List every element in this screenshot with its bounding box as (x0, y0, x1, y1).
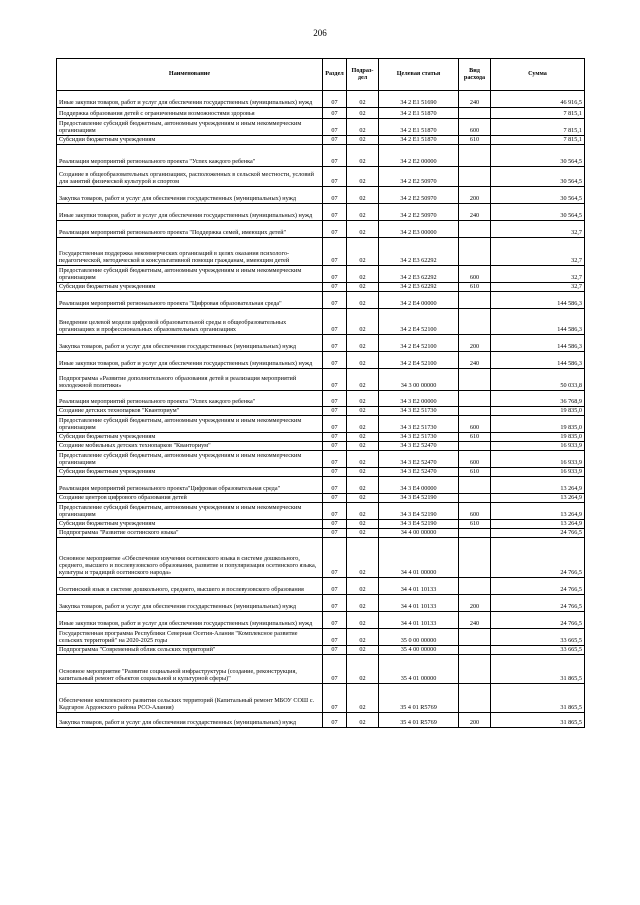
cell-subsection: 02 (347, 655, 379, 684)
cell-target: 34 2 Е2 50970 (379, 204, 459, 221)
cell-section: 07 (323, 283, 347, 292)
cell-subsection: 02 (347, 520, 379, 529)
table-row (57, 503, 585, 520)
cell-expense-type (459, 309, 491, 335)
cell-target: 35 0 00 00000 (379, 629, 459, 646)
cell-subsection: 02 (347, 612, 379, 629)
cell-subsection: 02 (347, 477, 379, 494)
cell-section: 07 (323, 477, 347, 494)
cell-target: 34 2 Е4 00000 (379, 292, 459, 309)
cell-subsection: 02 (347, 108, 379, 119)
table-row (57, 283, 585, 292)
cell-expense-type (459, 145, 491, 167)
cell-expense-type: 240 (459, 91, 491, 108)
cell-expense-type: 610 (459, 433, 491, 442)
cell-target: 34 4 01 10133 (379, 578, 459, 595)
cell-section: 07 (323, 391, 347, 407)
cell-section: 07 (323, 684, 347, 713)
cell-subsection: 02 (347, 266, 379, 283)
cell-target: 34 3 Е2 52470 (379, 451, 459, 468)
cell-amount: 50 033,8 (491, 369, 585, 391)
cell-name: Создание мобильных детских технопарков "Кванториум" (57, 442, 323, 451)
cell-name: Создание центров цифрового образования детей (57, 494, 323, 503)
table-row (57, 684, 585, 713)
cell-amount: 24 766,5 (491, 595, 585, 612)
cell-amount: 16 933,9 (491, 451, 585, 468)
table-row (57, 145, 585, 167)
cell-amount: 46 916,5 (491, 91, 585, 108)
cell-amount: 144 586,3 (491, 335, 585, 352)
table-row (57, 494, 585, 503)
cell-expense-type: 600 (459, 416, 491, 433)
header-subsection: Подраз-дел (347, 59, 379, 91)
cell-expense-type (459, 629, 491, 646)
cell-section: 07 (323, 503, 347, 520)
cell-expense-type (459, 369, 491, 391)
budget-table (56, 58, 585, 728)
cell-amount: 30 564,5 (491, 187, 585, 204)
table-row (57, 451, 585, 468)
cell-target: 34 2 Е1 51870 (379, 136, 459, 145)
cell-name: Государственная программа Республики Северная Осетия-Алания "Комплексное развитие сельских территорий" на 2020-2025 годы (57, 629, 323, 646)
cell-amount: 31 865,5 (491, 655, 585, 684)
table-row (57, 204, 585, 221)
cell-name: Подпрограмма "Современный облик сельских территорий" (57, 646, 323, 655)
cell-name: Реализация мероприятий регионального проекта "Успех каждого ребенка" (57, 145, 323, 167)
cell-expense-type (459, 167, 491, 187)
cell-subsection: 02 (347, 136, 379, 145)
table-row (57, 578, 585, 595)
cell-name: Создание в общеобразовательных организациях, расположенных в сельской местности, условий для занятий физической культурой и спортом (57, 167, 323, 187)
cell-amount: 144 586,3 (491, 309, 585, 335)
cell-section: 07 (323, 713, 347, 728)
cell-target: 34 3 Е2 51730 (379, 433, 459, 442)
cell-subsection: 02 (347, 352, 379, 369)
cell-amount: 16 933,9 (491, 442, 585, 451)
cell-target: 34 3 00 00000 (379, 369, 459, 391)
cell-expense-type (459, 477, 491, 494)
cell-target: 34 2 Е4 52100 (379, 335, 459, 352)
cell-subsection: 02 (347, 451, 379, 468)
cell-target: 35 4 01 R5769 (379, 713, 459, 728)
cell-name: Предоставление субсидий бюджетным, автономным учреждениям и иным некоммерческим организациям (57, 503, 323, 520)
cell-name: Иные закупки товаров, работ и услуг для обеспечения государственных (муниципальных) нужд (57, 91, 323, 108)
cell-target: 34 4 01 10133 (379, 595, 459, 612)
header-section: Раздел (323, 59, 347, 91)
cell-name: Реализация мероприятий регионального проекта "Цифровая образовательная среда" (57, 292, 323, 309)
cell-section: 07 (323, 407, 347, 416)
cell-amount: 32,7 (491, 221, 585, 238)
cell-section: 07 (323, 136, 347, 145)
cell-name: Иные закупки товаров, работ и услуг для обеспечения государственных (муниципальных) нужд (57, 352, 323, 369)
cell-amount: 33 665,5 (491, 629, 585, 646)
cell-name: Предоставление субсидий бюджетным, автономным учреждениям и иным некоммерческим организациям (57, 451, 323, 468)
cell-expense-type: 610 (459, 136, 491, 145)
cell-target: 34 2 Е4 52100 (379, 309, 459, 335)
cell-name: Реализация мероприятий регионального проекта"Цифровая образовательная среда" (57, 477, 323, 494)
cell-name: Поддержка образования детей с ограниченными возможностями здоровья (57, 108, 323, 119)
cell-subsection: 02 (347, 335, 379, 352)
cell-amount: 24 766,5 (491, 612, 585, 629)
cell-section: 07 (323, 595, 347, 612)
cell-amount: 13 264,9 (491, 494, 585, 503)
cell-subsection: 02 (347, 433, 379, 442)
cell-section: 07 (323, 91, 347, 108)
cell-expense-type: 610 (459, 520, 491, 529)
cell-expense-type (459, 108, 491, 119)
cell-name: Субсидии бюджетным учреждениям (57, 433, 323, 442)
cell-subsection: 02 (347, 91, 379, 108)
cell-section: 07 (323, 655, 347, 684)
cell-target: 34 4 01 00000 (379, 538, 459, 578)
cell-target: 34 2 Е1 51690 (379, 91, 459, 108)
table-row (57, 309, 585, 335)
cell-expense-type (459, 578, 491, 595)
cell-expense-type (459, 391, 491, 407)
cell-target: 34 3 Е2 52470 (379, 468, 459, 477)
cell-amount: 32,7 (491, 283, 585, 292)
cell-subsection: 02 (347, 407, 379, 416)
cell-section: 07 (323, 442, 347, 451)
cell-expense-type (459, 538, 491, 578)
cell-name: Осетинский язык в системе дошкольного, среднего, высшего и послевузовского образования (57, 578, 323, 595)
table-row (57, 119, 585, 136)
cell-amount: 24 766,5 (491, 529, 585, 538)
table-row (57, 416, 585, 433)
cell-expense-type: 600 (459, 119, 491, 136)
cell-target: 34 2 Е3 62292 (379, 238, 459, 266)
cell-amount: 32,7 (491, 266, 585, 283)
cell-name: Субсидии бюджетным учреждениям (57, 283, 323, 292)
cell-expense-type: 200 (459, 595, 491, 612)
cell-amount: 30 564,5 (491, 204, 585, 221)
table-row (57, 187, 585, 204)
cell-subsection: 02 (347, 221, 379, 238)
cell-target: 35 4 01 R5769 (379, 684, 459, 713)
cell-name: Субсидии бюджетным учреждениям (57, 136, 323, 145)
cell-subsection: 02 (347, 283, 379, 292)
cell-section: 07 (323, 119, 347, 136)
cell-expense-type (459, 238, 491, 266)
cell-subsection: 02 (347, 713, 379, 728)
table-row (57, 108, 585, 119)
cell-target: 34 3 Е2 00000 (379, 391, 459, 407)
cell-section: 07 (323, 629, 347, 646)
cell-section: 07 (323, 352, 347, 369)
cell-subsection: 02 (347, 595, 379, 612)
cell-subsection: 02 (347, 119, 379, 136)
cell-section: 07 (323, 451, 347, 468)
cell-expense-type (459, 646, 491, 655)
cell-section: 07 (323, 187, 347, 204)
cell-subsection: 02 (347, 578, 379, 595)
table-row (57, 407, 585, 416)
cell-section: 07 (323, 433, 347, 442)
cell-section: 07 (323, 309, 347, 335)
cell-name: Обеспечение комплексного развития сельских территорий (Капитальный ремонт МБОУ СОШ с. Кадгарон Ардонского района РСО-Алания) (57, 684, 323, 713)
cell-expense-type: 610 (459, 468, 491, 477)
cell-subsection: 02 (347, 187, 379, 204)
cell-section: 07 (323, 578, 347, 595)
cell-expense-type: 600 (459, 451, 491, 468)
table-row (57, 477, 585, 494)
cell-target: 34 2 Е3 62292 (379, 266, 459, 283)
cell-section: 07 (323, 221, 347, 238)
cell-subsection: 02 (347, 292, 379, 309)
cell-subsection: 02 (347, 145, 379, 167)
cell-amount: 7 815,1 (491, 119, 585, 136)
cell-name: Подпрограмма «Развитие дополнительного образования детей и реализация мероприятий молодежной политики» (57, 369, 323, 391)
cell-target: 34 2 Е1 51870 (379, 108, 459, 119)
cell-expense-type (459, 221, 491, 238)
table-row (57, 468, 585, 477)
table-row (57, 529, 585, 538)
cell-name: Реализация мероприятий регионального проекта "Поддержка семей, имеющих детей" (57, 221, 323, 238)
cell-expense-type: 610 (459, 283, 491, 292)
cell-amount: 7 815,1 (491, 108, 585, 119)
table-row (57, 369, 585, 391)
cell-name: Субсидии бюджетным учреждениям (57, 520, 323, 529)
cell-subsection: 02 (347, 629, 379, 646)
cell-name: Закупка товаров, работ и услуг для обеспечения государственных (муниципальных) нужд (57, 335, 323, 352)
cell-subsection: 02 (347, 167, 379, 187)
table-row (57, 391, 585, 407)
cell-section: 07 (323, 167, 347, 187)
cell-amount: 31 865,5 (491, 713, 585, 728)
cell-name: Иные закупки товаров, работ и услуг для обеспечения государственных (муниципальных) нужд (57, 612, 323, 629)
cell-name: Подпрограмма "Развитие осетинского языка" (57, 529, 323, 538)
table-row (57, 221, 585, 238)
cell-name: Основное мероприятие «Обеспечение изучения осетинского языка в системе дошкольного, среднего, высшего и послевузовского образования, развитие и популяризация осетинского языка, культуры и традиций осетинского народа» (57, 538, 323, 578)
table-row (57, 595, 585, 612)
cell-target: 34 2 Е3 62292 (379, 283, 459, 292)
cell-target: 34 2 Е2 50970 (379, 167, 459, 187)
table-row (57, 433, 585, 442)
table-row (57, 91, 585, 108)
cell-section: 07 (323, 266, 347, 283)
cell-target: 34 2 Е2 50970 (379, 187, 459, 204)
cell-name: Реализация мероприятий регионального проекта "Успех каждого ребенка" (57, 391, 323, 407)
cell-name: Предоставление субсидий бюджетным, автономным учреждениям и иным некоммерческим организациям (57, 119, 323, 136)
cell-amount: 13 264,9 (491, 477, 585, 494)
cell-subsection: 02 (347, 468, 379, 477)
cell-section: 07 (323, 538, 347, 578)
cell-target: 34 4 00 00000 (379, 529, 459, 538)
cell-subsection: 02 (347, 538, 379, 578)
cell-name: Закупка товаров, работ и услуг для обеспечения государственных (муниципальных) нужд (57, 595, 323, 612)
cell-expense-type: 240 (459, 204, 491, 221)
cell-expense-type: 200 (459, 335, 491, 352)
cell-amount: 24 766,5 (491, 538, 585, 578)
cell-amount: 19 835,0 (491, 407, 585, 416)
cell-section: 07 (323, 520, 347, 529)
cell-amount: 16 933,9 (491, 468, 585, 477)
cell-target: 34 3 Е4 52190 (379, 520, 459, 529)
table-row (57, 713, 585, 728)
cell-target: 34 4 01 10133 (379, 612, 459, 629)
cell-expense-type: 240 (459, 352, 491, 369)
cell-target: 34 2 Е4 52100 (379, 352, 459, 369)
cell-amount: 32,7 (491, 238, 585, 266)
table-row (57, 520, 585, 529)
cell-amount: 30 564,5 (491, 167, 585, 187)
table-row (57, 238, 585, 266)
header-name: Наименование (57, 59, 323, 91)
table-row (57, 538, 585, 578)
cell-name: Закупка товаров, работ и услуг для обеспечения государственных (муниципальных) нужд (57, 187, 323, 204)
cell-section: 07 (323, 108, 347, 119)
table-row (57, 655, 585, 684)
cell-name: Основное мероприятие "Развитие социальной инфраструктуры (создание, реконструкция, капитальный ремонт объектов социальной и культурной сферы)" (57, 655, 323, 684)
table-header-row (57, 59, 585, 91)
cell-subsection: 02 (347, 684, 379, 713)
table-row (57, 646, 585, 655)
cell-name: Предоставление субсидий бюджетным, автономным учреждениям и иным некоммерческим организациям (57, 266, 323, 283)
cell-target: 34 2 Е2 00000 (379, 145, 459, 167)
cell-target: 34 3 Е2 51730 (379, 407, 459, 416)
cell-amount: 19 835,0 (491, 433, 585, 442)
cell-expense-type: 600 (459, 503, 491, 520)
cell-target: 34 3 Е4 52190 (379, 494, 459, 503)
header-target: Целевая статья (379, 59, 459, 91)
cell-section: 07 (323, 612, 347, 629)
cell-section: 07 (323, 646, 347, 655)
cell-amount: 36 768,9 (491, 391, 585, 407)
cell-amount: 31 865,5 (491, 684, 585, 713)
cell-amount: 19 835,0 (491, 416, 585, 433)
cell-name: Субсидии бюджетным учреждениям (57, 468, 323, 477)
cell-section: 07 (323, 238, 347, 266)
cell-subsection: 02 (347, 369, 379, 391)
cell-target: 35 4 00 00000 (379, 646, 459, 655)
cell-section: 07 (323, 204, 347, 221)
cell-subsection: 02 (347, 204, 379, 221)
page-number: 206 (313, 28, 327, 38)
header-expense-type: Вид расхода (459, 59, 491, 91)
cell-subsection: 02 (347, 238, 379, 266)
table-row (57, 612, 585, 629)
cell-subsection: 02 (347, 309, 379, 335)
cell-section: 07 (323, 145, 347, 167)
cell-target: 34 3 Е4 52190 (379, 503, 459, 520)
cell-amount: 144 586,3 (491, 352, 585, 369)
cell-section: 07 (323, 416, 347, 433)
cell-amount: 30 564,5 (491, 145, 585, 167)
cell-expense-type: 200 (459, 187, 491, 204)
cell-target: 34 3 Е2 51730 (379, 416, 459, 433)
cell-expense-type (459, 292, 491, 309)
table-row (57, 442, 585, 451)
cell-name: Внедрение целевой модели цифровой образовательной среды в общеобразовательных организациях и профессиональных образовательных организациях (57, 309, 323, 335)
cell-subsection: 02 (347, 494, 379, 503)
cell-expense-type: 200 (459, 713, 491, 728)
cell-expense-type (459, 494, 491, 503)
table-row (57, 266, 585, 283)
cell-target: 35 4 01 00000 (379, 655, 459, 684)
table-row (57, 352, 585, 369)
cell-subsection: 02 (347, 529, 379, 538)
cell-expense-type (459, 684, 491, 713)
cell-name: Иные закупки товаров, работ и услуг для обеспечения государственных (муниципальных) нужд (57, 204, 323, 221)
cell-subsection: 02 (347, 391, 379, 407)
cell-amount: 24 766,5 (491, 578, 585, 595)
cell-expense-type (459, 529, 491, 538)
table-row (57, 629, 585, 646)
cell-section: 07 (323, 468, 347, 477)
table-row (57, 335, 585, 352)
cell-section: 07 (323, 529, 347, 538)
cell-name: Закупка товаров, работ и услуг для обеспечения государственных (муниципальных) нужд (57, 713, 323, 728)
cell-subsection: 02 (347, 416, 379, 433)
cell-section: 07 (323, 369, 347, 391)
cell-subsection: 02 (347, 503, 379, 520)
table-row (57, 167, 585, 187)
cell-target: 34 3 Е4 00000 (379, 477, 459, 494)
cell-expense-type: 600 (459, 266, 491, 283)
cell-name: Государственная поддержка некоммерческих организаций в целях оказания психолого-педагогической, методической и консультативной помощи гражданам, имеющим детей (57, 238, 323, 266)
cell-subsection: 02 (347, 646, 379, 655)
cell-name: Предоставление субсидий бюджетным, автономным учреждениям и иным некоммерческим организациям (57, 416, 323, 433)
table-row (57, 292, 585, 309)
cell-expense-type (459, 442, 491, 451)
cell-section: 07 (323, 292, 347, 309)
header-amount: Сумма (491, 59, 585, 91)
cell-section: 07 (323, 494, 347, 503)
cell-expense-type (459, 407, 491, 416)
cell-subsection: 02 (347, 442, 379, 451)
cell-amount: 13 264,9 (491, 503, 585, 520)
cell-expense-type: 240 (459, 612, 491, 629)
cell-target: 34 2 Е3 00000 (379, 221, 459, 238)
cell-name: Создание детских технопарков "Кванториум" (57, 407, 323, 416)
cell-expense-type (459, 655, 491, 684)
table-row (57, 136, 585, 145)
cell-amount: 7 815,1 (491, 136, 585, 145)
cell-amount: 13 264,9 (491, 520, 585, 529)
cell-amount: 33 665,5 (491, 646, 585, 655)
cell-target: 34 2 Е1 51870 (379, 119, 459, 136)
cell-target: 34 3 Е2 52470 (379, 442, 459, 451)
cell-section: 07 (323, 335, 347, 352)
cell-amount: 144 586,3 (491, 292, 585, 309)
